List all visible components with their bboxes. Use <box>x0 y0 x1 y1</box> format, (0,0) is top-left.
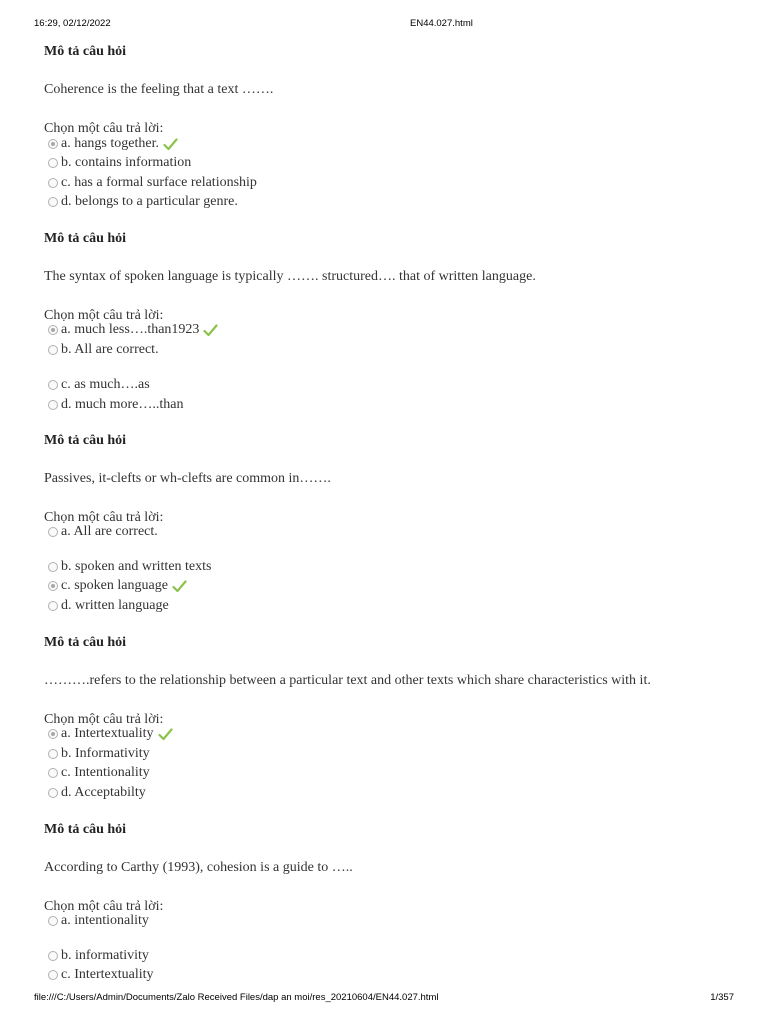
radio-button[interactable] <box>48 197 58 207</box>
radio-button[interactable] <box>48 601 58 611</box>
radio-button[interactable] <box>48 527 58 537</box>
option-label: a. All are correct. <box>61 524 158 539</box>
answer-option[interactable] <box>48 134 178 154</box>
answer-option[interactable] <box>48 965 154 985</box>
radio-button[interactable] <box>48 380 58 390</box>
print-footer <box>0 992 768 1006</box>
answer-option[interactable] <box>48 375 150 395</box>
checkmark-icon <box>203 324 218 337</box>
question-heading: Mô tả câu hỏi <box>44 822 127 837</box>
answer-option[interactable] <box>48 744 150 764</box>
option-label: c. has a formal surface relationship <box>61 175 257 190</box>
radio-button[interactable] <box>48 178 58 188</box>
file-path: file:///C:/Users/Admin/Documents/Zalo Received Files/dap an moi/res_20210604/EN44.027.html <box>34 992 439 1003</box>
option-label: a. hangs together. <box>61 136 159 151</box>
option-label: b. Informativity <box>61 746 150 761</box>
answer-prompt: Chọn một câu trả lời: <box>44 121 164 136</box>
question-heading: Mô tả câu hỏi <box>44 433 127 448</box>
question-heading: Mô tả câu hỏi <box>44 44 127 59</box>
question-heading: Mô tả câu hỏi <box>44 635 127 650</box>
radio-button[interactable] <box>48 139 58 149</box>
page-number: 1/357 <box>710 992 734 1003</box>
radio-button[interactable] <box>48 345 58 355</box>
option-label: d. belongs to a particular genre. <box>61 194 238 209</box>
checkmark-icon <box>163 138 178 151</box>
question-text: Passives, it-clefts or wh-clefts are common in……. <box>44 471 331 486</box>
radio-button[interactable] <box>48 581 58 591</box>
option-label: c. Intertextuality <box>61 967 154 982</box>
answer-option[interactable] <box>48 557 211 577</box>
question-text: ……….refers to the relationship between a particular text and other texts which share characteristics with it. <box>44 673 651 688</box>
answer-option[interactable] <box>48 340 159 360</box>
answer-option[interactable] <box>48 320 218 340</box>
radio-button[interactable] <box>48 970 58 980</box>
answer-prompt: Chọn một câu trả lời: <box>44 510 164 525</box>
question-heading: Mô tả câu hỏi <box>44 231 127 246</box>
answer-option[interactable] <box>48 946 149 966</box>
question-text: The syntax of spoken language is typically ……. structured…. that of written language. <box>44 269 536 284</box>
answer-option[interactable] <box>48 395 183 415</box>
print-header <box>0 18 768 32</box>
option-label: a. intentionality <box>61 913 149 928</box>
print-datetime: 16:29, 02/12/2022 <box>34 18 111 29</box>
answer-option[interactable] <box>48 576 187 596</box>
radio-button[interactable] <box>48 325 58 335</box>
answer-option[interactable] <box>48 153 191 173</box>
answer-prompt: Chọn một câu trả lời: <box>44 899 164 914</box>
radio-button[interactable] <box>48 158 58 168</box>
radio-button[interactable] <box>48 916 58 926</box>
option-label: a. Intertextuality <box>61 726 154 741</box>
option-label: b. informativity <box>61 948 149 963</box>
radio-button[interactable] <box>48 729 58 739</box>
radio-button[interactable] <box>48 768 58 778</box>
answer-option[interactable] <box>48 596 169 616</box>
option-label: b. contains information <box>61 155 192 170</box>
answer-option[interactable] <box>48 173 257 193</box>
question-text: Coherence is the feeling that a text ……. <box>44 82 274 97</box>
option-label: d. Acceptabilty <box>61 785 146 800</box>
radio-button[interactable] <box>48 951 58 961</box>
radio-button[interactable] <box>48 562 58 572</box>
answer-option[interactable] <box>48 522 158 542</box>
checkmark-icon <box>158 728 173 741</box>
answer-option[interactable] <box>48 763 150 783</box>
answer-option[interactable] <box>48 783 146 803</box>
option-label: b. spoken and written texts <box>61 559 212 574</box>
answer-prompt: Chọn một câu trả lời: <box>44 308 164 323</box>
question-text: According to Carthy (1993), cohesion is a guide to ….. <box>44 860 353 875</box>
option-label: c. as much….as <box>61 377 150 392</box>
option-label: a. much less….than1923 <box>61 322 200 337</box>
option-label: c. spoken language <box>61 578 168 593</box>
option-label: d. written language <box>61 598 169 613</box>
answer-option[interactable] <box>48 192 238 212</box>
radio-button[interactable] <box>48 788 58 798</box>
print-filename: EN44.027.html <box>410 18 473 29</box>
option-label: b. All are correct. <box>61 342 159 357</box>
option-label: d. much more…..than <box>61 397 184 412</box>
answer-prompt: Chọn một câu trả lời: <box>44 712 164 727</box>
answer-option[interactable] <box>48 724 173 744</box>
radio-button[interactable] <box>48 400 58 410</box>
checkmark-icon <box>172 580 187 593</box>
option-label: c. Intentionality <box>61 765 150 780</box>
radio-button[interactable] <box>48 749 58 759</box>
answer-option[interactable] <box>48 911 149 931</box>
